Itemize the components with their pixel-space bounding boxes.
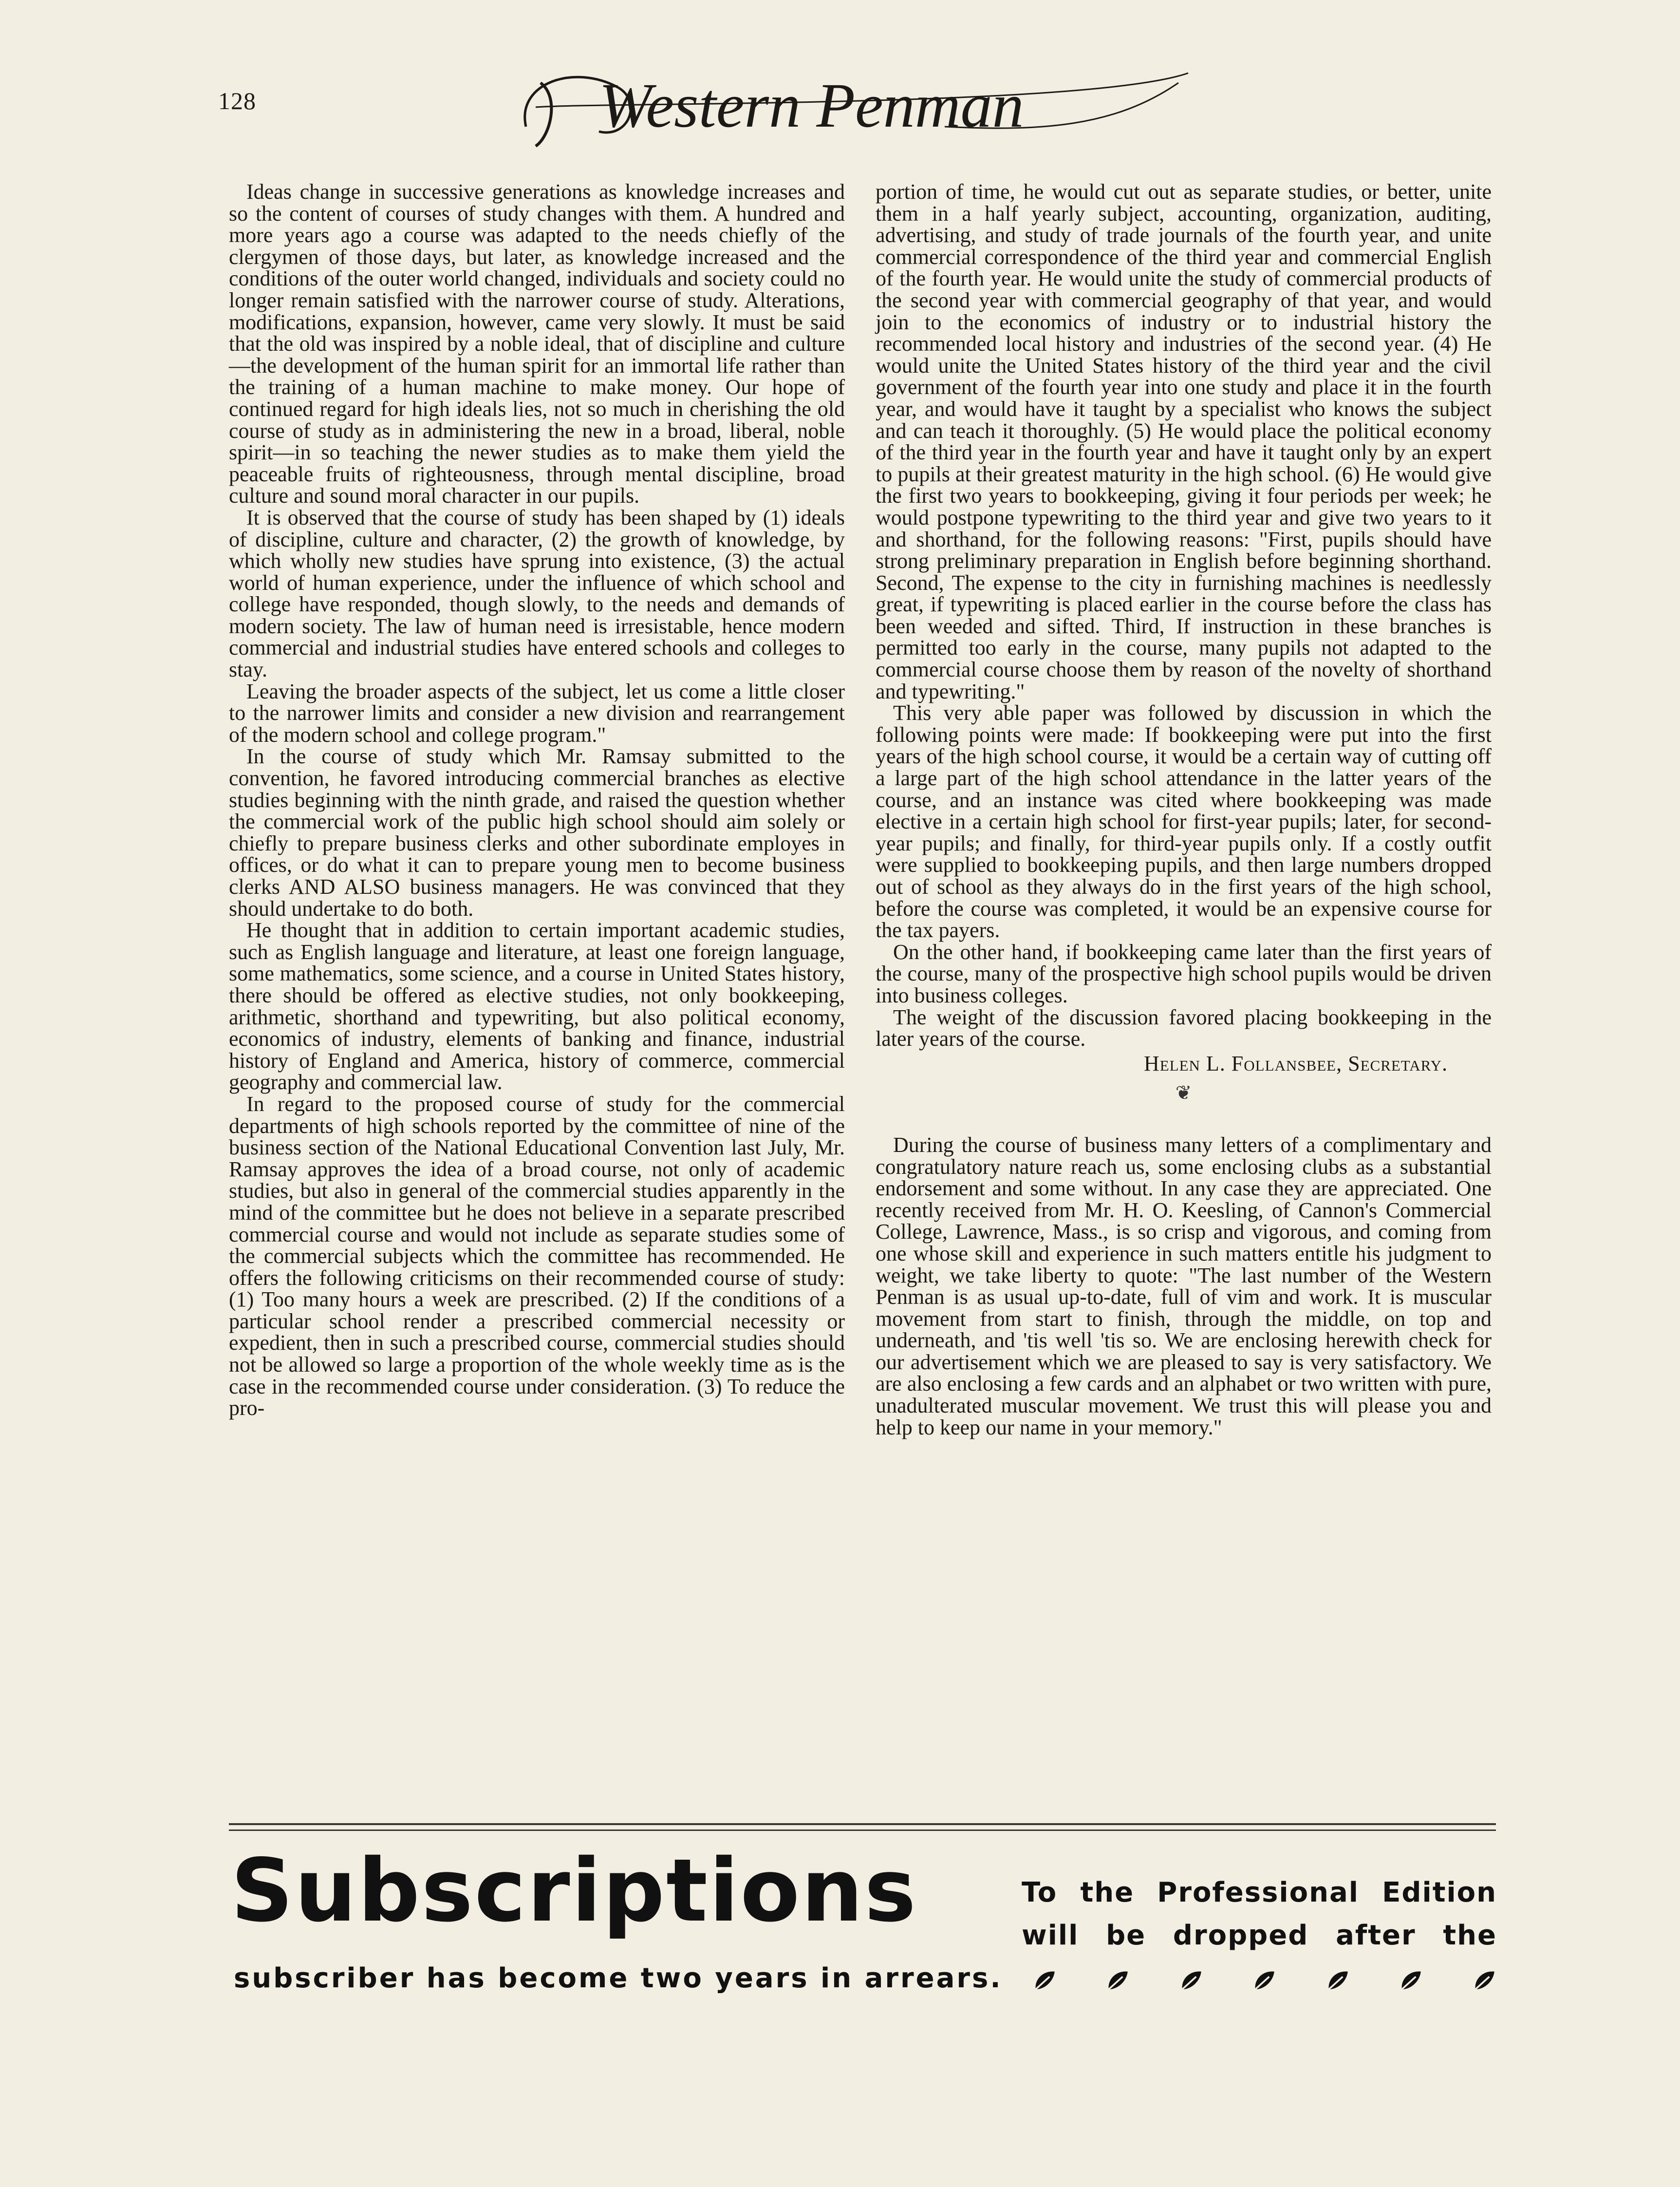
divider-rule: [229, 1829, 1496, 1831]
leaf-dingbat-icon: [1472, 1966, 1497, 1991]
right-column: [876, 181, 1492, 1438]
paragraph: On the other hand, if bookkeeping came later than the first years of the course, many of the prospective high school pupils would be driven into business colleges.: [876, 940, 1492, 1007]
leaf-dingbat-icon: [1398, 1966, 1423, 1991]
paragraph: In the course of study which Mr. Ramsay submitted to the convention, he favored introducing commercial branches as elective studies beginning with the ninth grade, and raised the question whether the commercial work of the public high school should aim solely or chiefly to prepare business clerks and other subordinate employes in offices, or do what it can to prepare young men to become business clerks AND ALSO business managers. He was convinced that they should undertake to do both.: [229, 744, 845, 921]
leaf-dingbat-icon: [1178, 1966, 1204, 1991]
paragraph: Leaving the broader aspects of the subject, let us come a little closer to the narrower limits and consider a new division and rearrangement of the modern school and college program.": [229, 679, 845, 747]
masthead-logo: [506, 54, 1198, 156]
notice-bottom: [234, 1960, 1497, 1997]
paragraph: He thought that in addition to certain important academic studies, such as English language and literature, at least one foreign language, some mathematics, some science, and a course in United States history, there should be offered as elective studies, not only bookkeeping, arithmetic, shorthand and typewriting, but also political economy, economics of industry, elements of banking and finance, industrial history of England and America, history of commerce, commercial geography and commercial law.: [229, 918, 845, 1094]
paragraph: The weight of the discussion favored placing bookkeeping in the later years of the course.: [876, 1005, 1492, 1051]
leaf-dingbat-icon: [1032, 1966, 1057, 1991]
leaf-dingbat-icon: [1251, 1966, 1277, 1991]
paragraph: In regard to the proposed course of study for the commercial departments of high schools reported by the committee of nine of the business section of the National Educational Convention last July, Mr. Ramsay approves the idea of a broad course, not only of academic studies, but also in general of the commercial studies apparently in the mind of the committee but he does not believe in a separate prescribed commercial course and would not include as separate studies some of the commercial subjects which the committee has recommended. He offers the following criticisms on their recommended course of study: (1) Too many hours a week are prescribed. (2) If the conditions of a particular school render a prescribed commercial necessity or expedient, then in such a prescribed course, commercial studies should not be allowed so large a proportion of the whole weekly time as is the case in the recommended course under consideration. (3) To reduce the pro-: [229, 1092, 845, 1420]
left-column: [229, 181, 845, 1419]
divider-rule: [229, 1823, 1496, 1825]
page-number: 128: [218, 87, 256, 114]
notice-side-text: To the Professional Edition will be dropped after the: [1022, 1877, 1497, 1951]
signature: Helen L. Follansbee, Secretary.: [1143, 1051, 1448, 1075]
paragraph: portion of time, he would cut out as separate studies, or better, unite them in a half yearly subject, accounting, organization, auditing, advertising, and study of trade journals of the fourth year, and unite commercial correspondence of the third year and commercial English of the fourth year. He would unite the study of commercial products of the second year with commercial geography of that year, and would join to the economics of industry or to industrial history the recommended local history and industries of the second year. (4) He would unite the United States history of the third year and the civil government of the fourth year into one study and place it in the fourth year, and would have it taught by a specialist who knows the subject and can teach it thoroughly. (5) He would place the political economy of the third year in the fourth year and have it taught only by an expert to pupils at their greatest maturity in the high school. (6) He would give the first two years to bookkeeping, giving it four periods per week; he would postpone typewriting to the third year and give two years to it and shorthand, for the following reasons: "First, pupils should have strong preliminary preparation in English before beginning shorthand. Second, The expense to the city in furnishing machines is needlessly great, if typewriting is placed earlier in the course before the class has been weeded and sifted. Third, If instruction in these branches is permitted too early in the course, many pupils not adapted to the commercial course choose them by reason of the novelty of shorthand and typewriting.": [876, 180, 1492, 703]
leaf-dingbat-icon: [1105, 1966, 1130, 1991]
paragraph: It is observed that the course of study has been shaped by (1) ideals of discipline, culture and character, (2) the growth of knowledge, by which wholly new studies have sprung into existence, (3) the actual world of human experience, under the influence of which school and college have responded, though slowly, to the needs and demands of modern society. The law of human need is irresistable, hence modern commercial and industrial studies have entered schools and colleges to stay.: [229, 505, 845, 682]
leaf-ornament-row: [1032, 1966, 1497, 1991]
leaf-dingbat-icon: [1325, 1966, 1350, 1991]
paragraph: This very able paper was followed by discussion in which the following points were made: If bookkeeping were put into the first years of the high school course, it would be a certain way of cutting off a large part of the high school attendance in the latter years of the course, and an instance was cited where bookkeeping was made elective in a certain high school for first-year pupils; later, for second-year pupils; and finally, for third-year pupils only. If a costly outfit were supplied to bookkeeping pupils, and then large numbers dropped out of school as they always do in the first years of the high school, before the course was completed, it would be an expensive course for the tax payers.: [876, 701, 1492, 943]
paragraph: During the course of business many letters of a complimentary and congratulatory nature reach us, some enclosing clubs as a substantial endorsement and some without. In any case they are appreciated. One recently received from Mr. H. O. Keesling, of Cannon's Commercial College, Lawrence, Mass., is so crisp and vigorous, and coming from one whose skill and experience in such matters entitle his judgment to weight, we take liberty to quote: "The last number of the Western Penman is as usual up-to-date, full of vim and work. It is muscular movement from start to finish, through the middle, on top and underneath, and 'tis well 'tis so. We are enclosing herewith check for our advertisement which we are pleased to say is very satisfactory. We are also enclosing a few cards and an alphabet or two written with pure, unadulterated muscular movement. We trust this will please you and help to keep our name in your memory.": [876, 1132, 1492, 1439]
notice-bottom-text: subscriber has become two years in arrears.: [234, 1962, 1003, 1994]
masthead-text: Western Penman: [599, 71, 1024, 141]
section-divider-icon: ❦: [1175, 1082, 1192, 1104]
notice-title: Subscriptions: [231, 1840, 918, 1941]
paragraph: Ideas change in successive generations as knowledge increases and so the content of courses of study changes with them. A hundred and more years ago a course was adapted to the needs chiefly of the clergymen of those days, but later, as knowledge increased and the conditions of the outer world changed, individuals and society could no longer remain satisfied with the narrower course of study. Alterations, modifications, expansion, however, came very slowly. It must be said that the old was inspired by a noble ideal, that of discipline and culture—the development of the human spirit for an immortal life rather than the training of a human machine to make money. Our hope of continued regard for high ideals lies, not so much in cherishing the old course of study as in administering the new in a broad, liberal, noble spirit—in so teaching the newer studies as to make them yield the peaceable fruits of righteousness, through mental discipline, broad culture and sound moral character in our pupils.: [229, 180, 845, 508]
